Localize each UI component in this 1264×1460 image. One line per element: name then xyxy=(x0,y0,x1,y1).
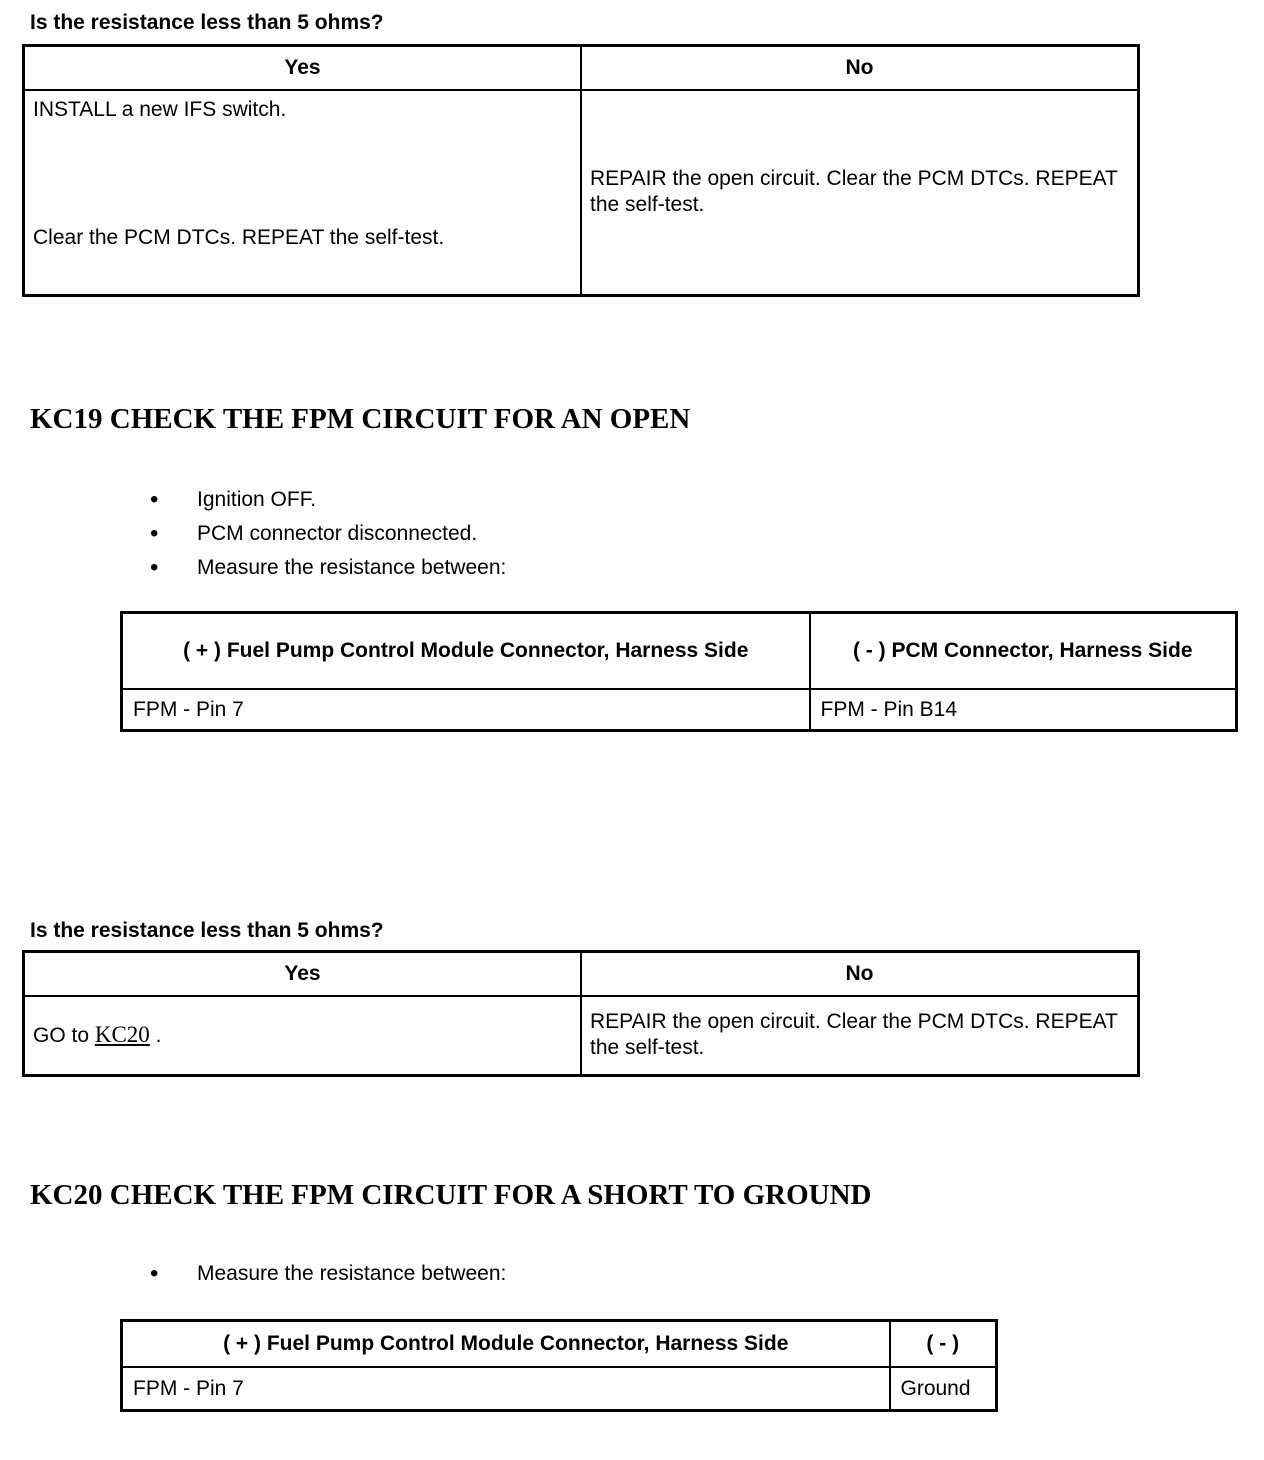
table-header-row xyxy=(122,613,1237,689)
question-resistance-top: Is the resistance less than 5 ohms? xyxy=(30,11,384,34)
go-to-prefix: GO to xyxy=(33,1023,95,1047)
kc19-measurement-table xyxy=(120,611,1238,732)
kc20-measurement-table xyxy=(120,1319,998,1412)
negative-probe-value: Ground xyxy=(890,1367,997,1411)
yes-cell xyxy=(24,996,582,1076)
no-cell xyxy=(581,90,1139,296)
yes-column-header: Yes xyxy=(24,952,582,996)
question-resistance-kc19: Is the resistance less than 5 ohms? xyxy=(30,919,384,942)
yes-instruction-line2: Clear the PCM DTCs. REPEAT the self-test. xyxy=(33,225,445,249)
kc20-link[interactable]: KC20 xyxy=(94,1021,150,1047)
no-instruction: REPAIR the open circuit. Clear the PCM DTCs. REPEAT the self-test. xyxy=(590,167,1118,217)
negative-probe-header: ( - ) xyxy=(890,1321,997,1367)
no-column-header: No xyxy=(581,46,1139,90)
kc20-bullet-list xyxy=(22,1257,1242,1291)
go-to-suffix: . xyxy=(149,1023,162,1047)
yes-no-table-top xyxy=(22,44,1140,297)
no-column-header: No xyxy=(581,952,1139,996)
table-header-row xyxy=(24,952,1139,996)
yes-cell xyxy=(24,90,582,296)
list-item: • Measure the resistance between: xyxy=(22,551,1242,585)
section-title-kc20: KC20 CHECK THE FPM CIRCUIT FOR A SHORT TO GROUND xyxy=(30,1179,872,1211)
table-body-row xyxy=(122,1367,997,1411)
table-body-row xyxy=(122,689,1237,731)
table-header-row xyxy=(24,46,1139,90)
table-body-row xyxy=(24,996,1139,1076)
no-instruction: REPAIR the open circuit. Clear the PCM DTCs. REPEAT the self-test. xyxy=(590,1010,1118,1060)
yes-no-table-kc19 xyxy=(22,950,1140,1077)
positive-probe-header: ( + ) Fuel Pump Control Module Connector, Harness Side xyxy=(122,1321,890,1367)
positive-probe-value: FPM - Pin 7 xyxy=(122,1367,890,1411)
list-item: • PCM connector disconnected. xyxy=(22,517,1242,551)
list-item: • Ignition OFF. xyxy=(22,483,1242,517)
positive-probe-value: FPM - Pin 7 xyxy=(122,689,810,731)
yes-column-header: Yes xyxy=(24,46,582,90)
kc19-bullet-list xyxy=(22,483,1242,585)
negative-probe-header: ( - ) PCM Connector, Harness Side xyxy=(810,613,1237,689)
section-title-kc19: KC19 CHECK THE FPM CIRCUIT FOR AN OPEN xyxy=(30,403,691,435)
list-item: • Measure the resistance between: xyxy=(22,1257,1242,1291)
no-cell xyxy=(581,996,1139,1076)
table-body-row xyxy=(24,90,1139,296)
yes-instruction-line1: INSTALL a new IFS switch. xyxy=(33,97,287,121)
positive-probe-header: ( + ) Fuel Pump Control Module Connector, Harness Side xyxy=(122,613,810,689)
table-header-row xyxy=(122,1321,997,1367)
negative-probe-value: FPM - Pin B14 xyxy=(810,689,1237,731)
